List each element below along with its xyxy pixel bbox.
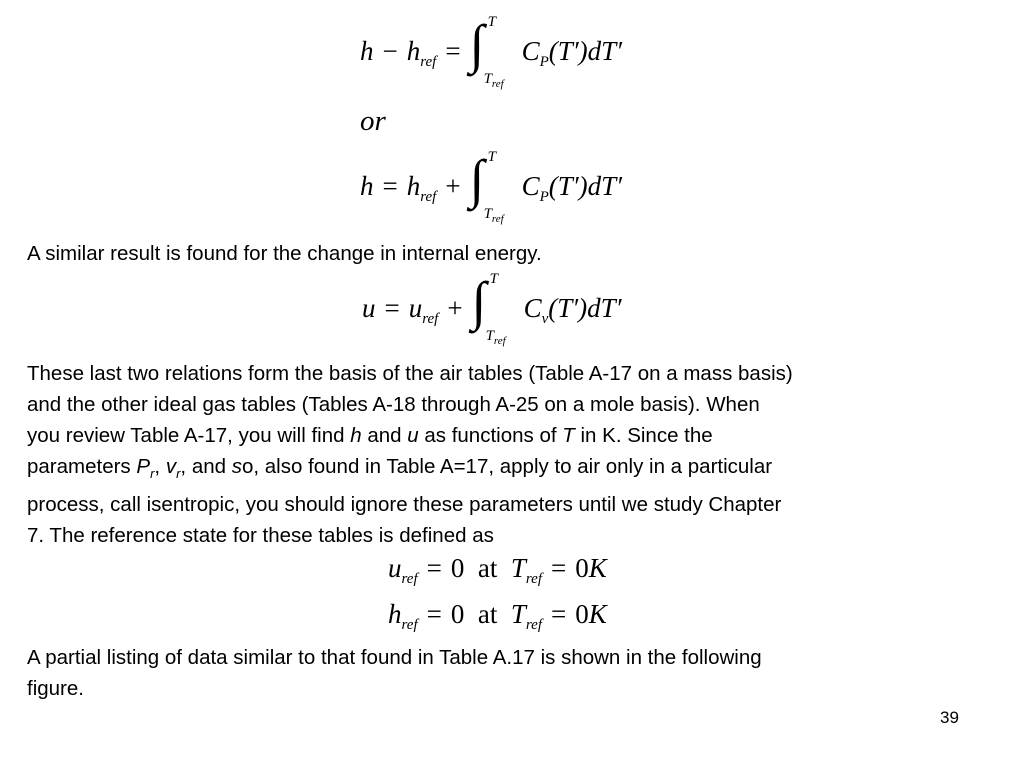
integral-sign: ∫ T $T_{ref}$ [471,270,506,347]
similar-result-text: A similar result is found for the change in internal energy. [27,242,542,265]
equation-h-reference: $h_{ref} = 0$ at $T_{ref} = 0K$ [388,599,607,633]
partial-listing-paragraph: A partial listing of data similar to that found in Table A.17 is shown in the following figure. [27,646,762,700]
equation-enthalpy: $h = h_{ref}$ + ∫ T $T_{ref}$ $C_P(T')dT'$ [360,148,623,225]
or-connector: or [360,105,386,137]
equation-u-reference: $u_{ref} = 0$ at $T_{ref} = 0K$ [388,553,607,587]
integral-sign: ∫ T $T_{ref}$ [469,13,504,90]
equation-enthalpy-difference: $h - h_{ref}$ = ∫ T $T_{ref}$ $C_P(T')dT'$ [360,13,623,90]
integral-sign: ∫ T $T_{ref}$ [469,148,504,225]
equation-internal-energy: $u = u_{ref}$ + ∫ T $T_{ref}$ $C_v(T')dT'$ [362,270,622,347]
air-tables-paragraph: These last two relations form the basis of the air tables (Table A-17 on a mass basis) and the other ideal gas tables (Tables A-18 through A-25 on a mole basis). When you review Table A-17, you will find h and u as functions of T in K. Since the parameters $P_r$, $v_r$, and so, also found in Table A=17, apply to air only in a particular process, call isentropic, you should ignore these parameters until we study Chapter 7. The reference state for these tables is defined as [27,362,793,548]
page-number: 39 [940,708,959,727]
